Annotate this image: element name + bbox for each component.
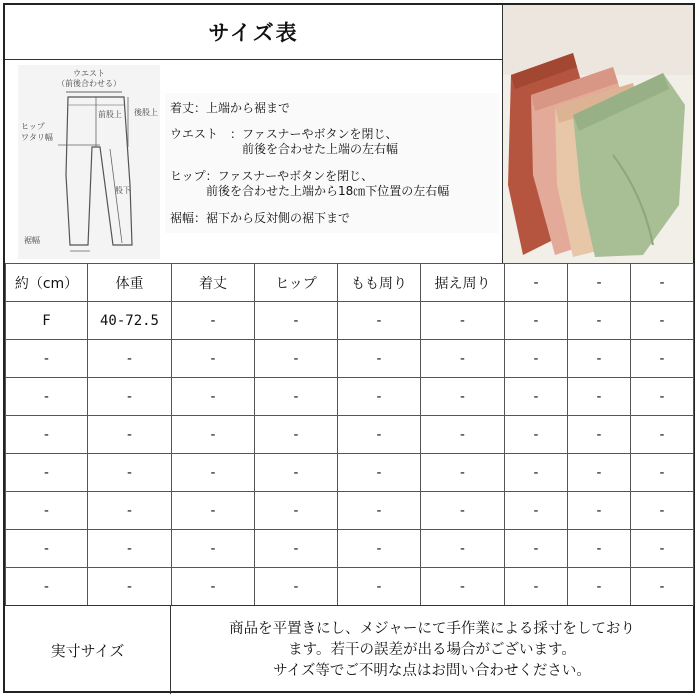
- table-row: [6, 454, 694, 492]
- table-cell: -: [255, 416, 338, 454]
- table-cell: -: [338, 302, 421, 340]
- table-cell: -: [255, 302, 338, 340]
- table-header-row: [6, 264, 694, 302]
- table-cell: -: [568, 416, 631, 454]
- table-cell: -: [505, 340, 568, 378]
- product-photo: [503, 5, 693, 264]
- table-cell: -: [338, 530, 421, 568]
- front-rise-label: 前股上: [98, 110, 122, 119]
- table-cell: -: [172, 454, 255, 492]
- waist-label-1: ウエスト: [73, 69, 105, 78]
- table-cell: -: [6, 416, 88, 454]
- table-cell: -: [421, 454, 505, 492]
- table-cell: -: [631, 378, 694, 416]
- table-cell: -: [568, 492, 631, 530]
- footer-line: 商品を平置きにし、メジャーにて手作業による採寸をしており: [229, 620, 635, 637]
- table-cell: -: [6, 454, 88, 492]
- table-row: [6, 378, 694, 416]
- measurement-notes: [165, 93, 499, 233]
- table-header-cell: -: [631, 264, 694, 302]
- table-row: [6, 340, 694, 378]
- table-header-cell: 約（cm）: [6, 264, 88, 302]
- table-cell: -: [568, 530, 631, 568]
- table-cell: -: [568, 454, 631, 492]
- table-cell: -: [631, 454, 694, 492]
- table-cell: -: [631, 340, 694, 378]
- pants-outline-image: [18, 65, 160, 259]
- table-cell: -: [172, 492, 255, 530]
- table-cell: -: [421, 416, 505, 454]
- table-cell: -: [88, 454, 172, 492]
- waist-label-2: （前後合わせる）: [57, 79, 121, 88]
- table-cell: F: [6, 302, 88, 340]
- inseam-label: 股下: [115, 186, 131, 195]
- page-title: サイズ表: [5, 5, 503, 60]
- table-cell: -: [172, 416, 255, 454]
- table-header-cell: ヒップ: [255, 264, 338, 302]
- table-cell: -: [88, 378, 172, 416]
- back-rise-label: 後股上: [134, 108, 158, 117]
- table-header-cell: -: [568, 264, 631, 302]
- table-cell: -: [421, 568, 505, 606]
- table-cell: -: [172, 568, 255, 606]
- table-row: [6, 302, 694, 340]
- hem-label: 裾幅: [24, 236, 40, 245]
- table-cell: -: [421, 340, 505, 378]
- table-cell: -: [255, 568, 338, 606]
- table-cell: -: [631, 302, 694, 340]
- table-header-cell: 据え周り: [421, 264, 505, 302]
- table-cell: -: [505, 492, 568, 530]
- table-cell: -: [505, 302, 568, 340]
- table-cell: -: [505, 568, 568, 606]
- table-cell: -: [338, 568, 421, 606]
- table-cell: -: [6, 492, 88, 530]
- table-cell: -: [505, 416, 568, 454]
- table-cell: -: [631, 492, 694, 530]
- table-cell: -: [421, 378, 505, 416]
- note-waist-cont: 前後を合わせた上端の左右幅: [170, 142, 399, 156]
- table-cell: 40-72.5: [88, 302, 172, 340]
- table-cell: -: [631, 568, 694, 606]
- table-cell: -: [88, 568, 172, 606]
- table-cell: -: [568, 568, 631, 606]
- table-cell: -: [338, 492, 421, 530]
- table-cell: -: [6, 530, 88, 568]
- table-header-cell: もも周り: [338, 264, 421, 302]
- table-cell: -: [568, 378, 631, 416]
- table-row: [6, 568, 694, 606]
- table-header-cell: 体重: [88, 264, 172, 302]
- table-cell: -: [172, 530, 255, 568]
- note-hem: 裾幅：裾下から反対側の裾下まで: [170, 211, 351, 225]
- table-cell: -: [338, 454, 421, 492]
- table-header-cell: -: [505, 264, 568, 302]
- footer-line: ます。若干の誤差が出る場合がございます。: [288, 641, 576, 658]
- table-cell: -: [631, 416, 694, 454]
- table-header-cell: 着丈: [172, 264, 255, 302]
- table-cell: -: [255, 340, 338, 378]
- note-length: 着丈：上端から裾まで: [170, 101, 291, 115]
- hip-label-1: ヒップ: [21, 122, 45, 131]
- table-cell: -: [88, 340, 172, 378]
- table-cell: -: [255, 378, 338, 416]
- table-cell: -: [6, 378, 88, 416]
- measurement-section: [5, 60, 503, 264]
- footer-text: [171, 606, 693, 694]
- pants-diagram: [18, 65, 160, 259]
- note-hip-cont: 前後を合わせた上端から18㎝下位置の左右幅: [170, 184, 450, 198]
- table-cell: -: [631, 530, 694, 568]
- size-table: [5, 263, 694, 606]
- footer-line: サイズ等でご不明な点はお問い合わせください。: [273, 662, 591, 679]
- table-cell: -: [88, 492, 172, 530]
- table-cell: -: [421, 530, 505, 568]
- table-cell: -: [505, 454, 568, 492]
- table-cell: -: [338, 340, 421, 378]
- table-row: [6, 416, 694, 454]
- table-cell: -: [172, 340, 255, 378]
- note-hip: ヒップ：ファスナーやボタンを閉じ、: [170, 169, 374, 183]
- table-cell: -: [172, 378, 255, 416]
- table-cell: -: [255, 454, 338, 492]
- footer-label: 実寸サイズ: [5, 606, 171, 694]
- table-cell: -: [338, 416, 421, 454]
- table-cell: -: [421, 302, 505, 340]
- table-cell: -: [255, 492, 338, 530]
- hip-label-2: ワタリ幅: [21, 133, 53, 142]
- table-cell: -: [88, 416, 172, 454]
- table-row: [6, 492, 694, 530]
- table-cell: -: [505, 530, 568, 568]
- table-row: [6, 530, 694, 568]
- table-cell: -: [255, 530, 338, 568]
- table-cell: -: [6, 340, 88, 378]
- footer-note: [5, 605, 693, 694]
- table-cell: -: [172, 302, 255, 340]
- table-cell: -: [6, 568, 88, 606]
- table-cell: -: [568, 340, 631, 378]
- table-cell: -: [568, 302, 631, 340]
- underwear-photo-image: [503, 5, 693, 263]
- note-waist: ウエスト ：ファスナーやボタンを閉じ、: [170, 127, 398, 141]
- table-cell: -: [421, 492, 505, 530]
- table-cell: -: [88, 530, 172, 568]
- table-cell: -: [338, 378, 421, 416]
- table-cell: -: [505, 378, 568, 416]
